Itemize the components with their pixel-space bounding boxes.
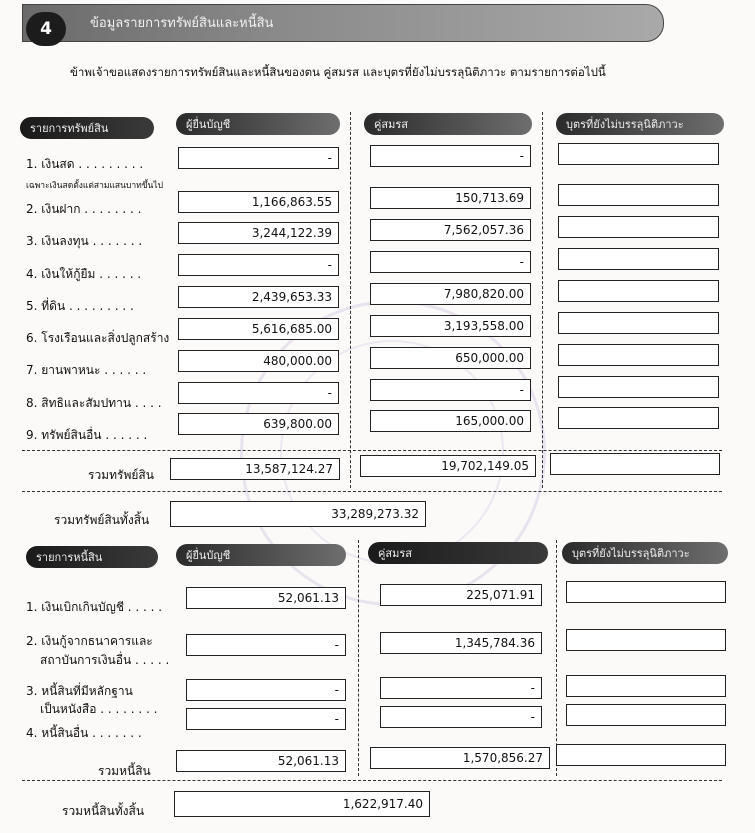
asset-child-field — [558, 344, 719, 366]
liability-spouse-field: - — [380, 706, 542, 728]
asset-row-label: 3. เงินลงทุน . . . . . . . — [26, 234, 143, 248]
asset-declarant-field: - — [178, 147, 339, 169]
assets-col-spouse: คู่สมรส — [364, 113, 532, 135]
liability-row-label: 1. เงินเบิกเกินบัญชี . . . . . — [26, 600, 163, 614]
seal-watermark-inner — [280, 340, 504, 564]
section-title: ข้อมูลรายการทรัพย์สินและหนี้สิน — [90, 16, 274, 31]
divider — [22, 780, 722, 781]
assets-total-child — [550, 453, 720, 475]
asset-declarant-field: 5,616,685.00 — [178, 318, 339, 340]
asset-row-label: 8. สิทธิและสัมปทาน . . . . — [26, 396, 162, 410]
asset-declarant-field: 3,244,122.39 — [178, 222, 339, 244]
asset-child-field — [558, 280, 719, 302]
liabilities-section-label: รายการหนี้สิน — [26, 546, 158, 568]
assets-grand-total: 33,289,273.32 — [170, 501, 426, 527]
asset-spouse-field: 650,000.00 — [370, 347, 531, 369]
column-divider — [358, 540, 359, 776]
asset-spouse-field: - — [370, 379, 531, 401]
liabilities-total-declarant: 52,061.13 — [176, 750, 346, 772]
assets-total-label: รวมทรัพย์สิน — [88, 468, 154, 482]
cash-note: เฉพาะเงินสดตั้งแต่สามแสนบาทขึ้นไป — [26, 181, 163, 191]
liabilities-total-spouse: 1,570,856.27 — [370, 747, 550, 769]
liability-row-label: 4. หนี้สินอื่น . . . . . . . — [26, 726, 142, 740]
liabilities-grand-label: รวมหนี้สินทั้งสิ้น — [62, 804, 145, 818]
liability-declarant-field: - — [186, 708, 346, 730]
liability-row-label-line2: เป็นหนังสือ . . . . . . . . — [40, 702, 158, 716]
asset-declarant-field: 2,439,653.33 — [178, 286, 339, 308]
asset-child-field — [558, 184, 719, 206]
asset-declarant-field: 639,800.00 — [178, 413, 339, 435]
liability-child-field — [566, 629, 726, 651]
asset-child-field — [558, 376, 719, 398]
intro-text: ข้าพเจ้าขอแสดงรายการทรัพย์สินและหนี้สินของตน คู่สมรส และบุตรที่ยังไม่บรรลุนิติภาวะ ตามรายการต่อไปนี้ — [70, 65, 606, 79]
assets-section-label: รายการทรัพย์สิน — [20, 117, 154, 139]
asset-row-label: 5. ที่ดิน . . . . . . . . . — [26, 299, 134, 313]
section-number: 4 — [26, 12, 66, 46]
assets-total-spouse: 19,702,149.05 — [360, 455, 536, 477]
asset-spouse-field: 7,562,057.36 — [370, 219, 531, 241]
asset-row-label: 1. เงินสด . . . . . . . . . — [26, 157, 144, 171]
asset-child-field — [558, 312, 719, 334]
asset-child-field — [558, 248, 719, 270]
liabilities-total-child — [556, 744, 726, 766]
asset-row-label: 9. ทรัพย์สินอื่น . . . . . . — [26, 428, 148, 442]
liability-spouse-field: 225,071.91 — [380, 584, 542, 606]
column-divider — [556, 540, 557, 776]
asset-child-field — [558, 216, 719, 238]
liability-declarant-field: 52,061.13 — [186, 587, 346, 609]
assets-total-declarant: 13,587,124.27 — [170, 458, 340, 480]
asset-row-label: 7. ยานพาหนะ . . . . . . — [26, 363, 147, 377]
divider — [22, 450, 722, 451]
asset-declarant-field: 480,000.00 — [178, 350, 339, 372]
liabilities-total-label: รวมหนี้สิน — [98, 764, 151, 778]
liabilities-col-spouse: คู่สมรส — [368, 542, 548, 564]
asset-row-label: 6. โรงเรือนและสิ่งปลูกสร้าง — [26, 331, 170, 345]
asset-child-field — [558, 143, 719, 165]
asset-spouse-field: 150,713.69 — [370, 187, 531, 209]
column-divider — [542, 112, 543, 488]
column-divider — [350, 112, 351, 488]
assets-col-child: บุตรที่ยังไม่บรรลุนิติภาวะ — [556, 113, 724, 135]
liability-spouse-field: 1,345,784.36 — [380, 632, 542, 654]
assets-grand-label: รวมทรัพย์สินทั้งสิ้น — [54, 513, 150, 527]
liability-child-field — [566, 581, 726, 603]
asset-spouse-field: - — [370, 145, 531, 167]
liability-declarant-field: - — [186, 679, 346, 701]
asset-spouse-field: 165,000.00 — [370, 410, 531, 432]
asset-spouse-field: - — [370, 251, 531, 273]
asset-row-label: 2. เงินฝาก . . . . . . . . — [26, 202, 142, 216]
asset-declarant-field: 1,166,863.55 — [178, 191, 339, 213]
liability-child-field — [566, 675, 726, 697]
asset-row-label: 4. เงินให้กู้ยืม . . . . . . — [26, 267, 142, 281]
liability-spouse-field: - — [380, 677, 542, 699]
liability-row-label-line2: สถาบันการเงินอื่น . . . . . — [40, 653, 170, 667]
assets-col-declarant: ผู้ยื่นบัญชี — [176, 113, 340, 135]
liability-row-label-line1: 3. หนี้สินที่มีหลักฐาน — [26, 684, 133, 698]
liability-child-field — [566, 704, 726, 726]
asset-declarant-field: - — [178, 254, 339, 276]
asset-spouse-field: 3,193,558.00 — [370, 315, 531, 337]
liabilities-col-declarant: ผู้ยื่นบัญชี — [176, 544, 346, 566]
divider — [22, 491, 722, 492]
asset-child-field — [558, 407, 719, 429]
liabilities-col-child: บุตรที่ยังไม่บรรลุนิติภาวะ — [562, 542, 728, 564]
asset-declarant-field: - — [178, 382, 339, 404]
liability-row-label-line1: 2. เงินกู้จากธนาคารและ — [26, 634, 153, 648]
liability-declarant-field: - — [186, 634, 346, 656]
asset-spouse-field: 7,980,820.00 — [370, 283, 531, 305]
liabilities-grand-total: 1,622,917.40 — [174, 791, 430, 817]
